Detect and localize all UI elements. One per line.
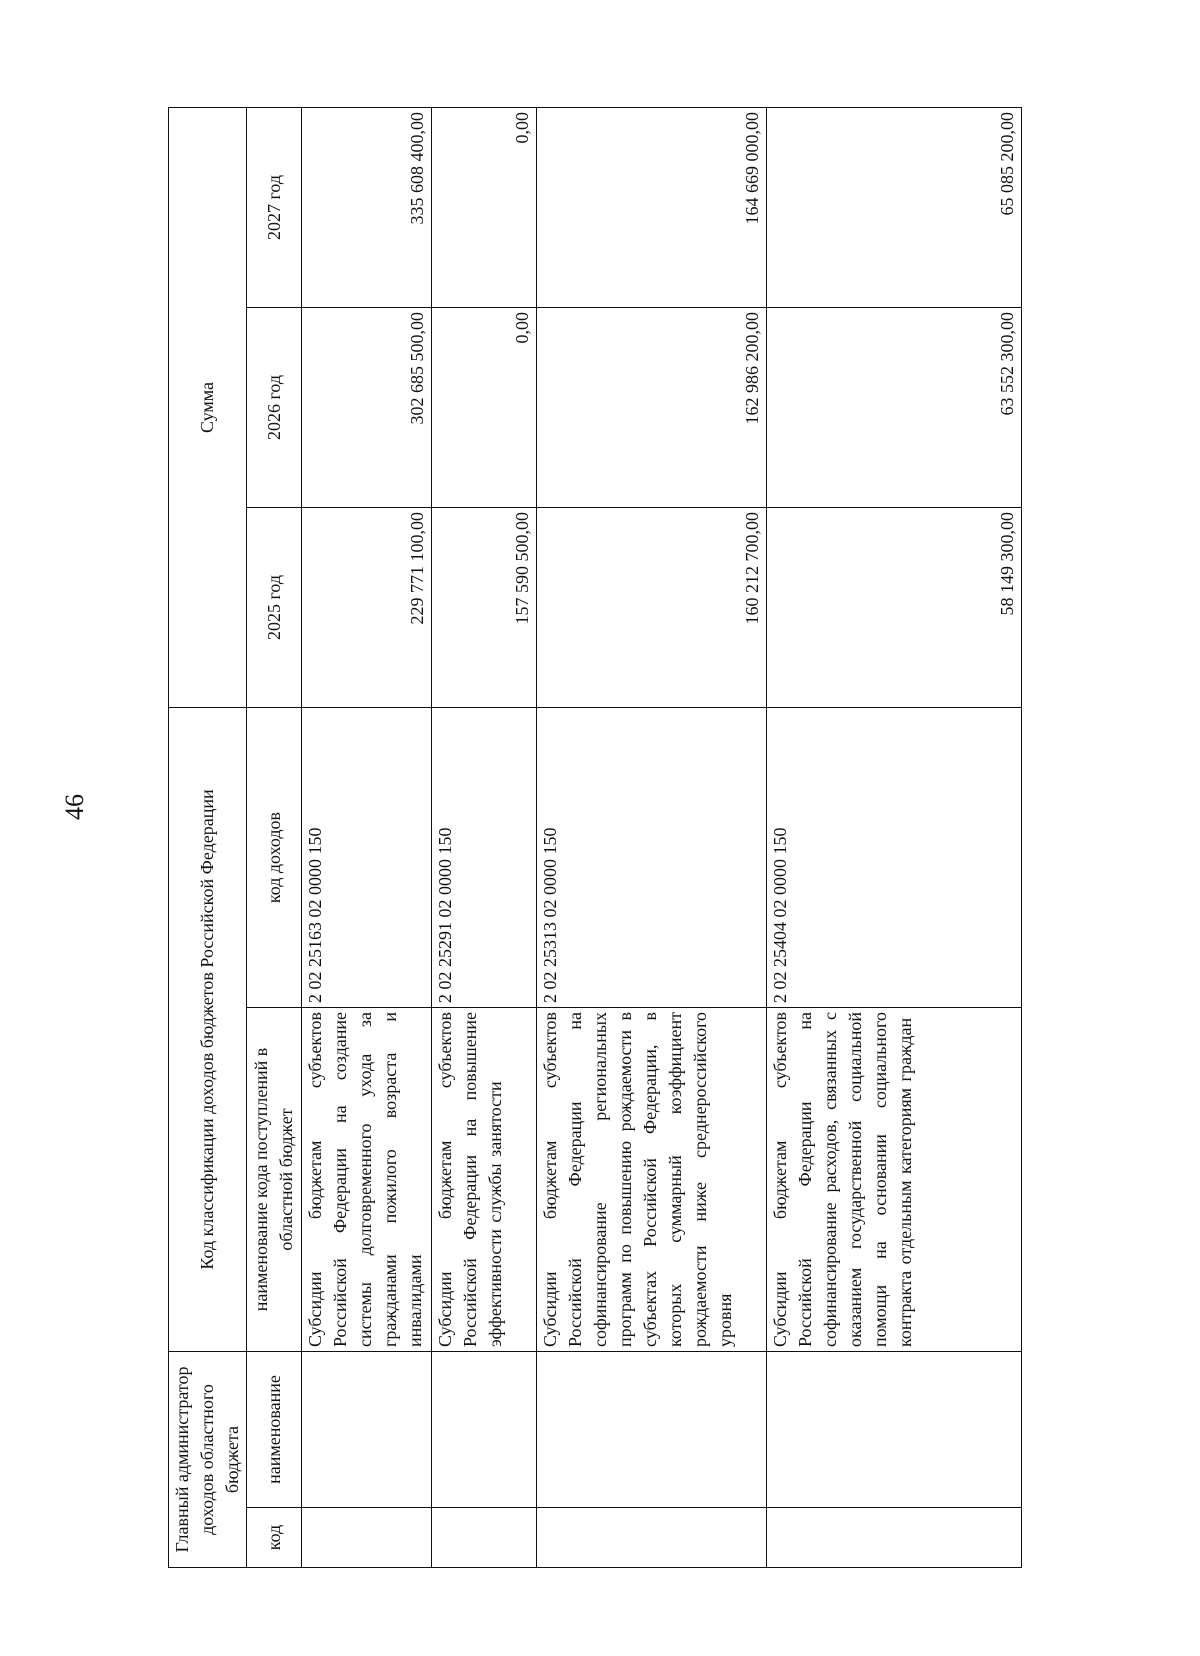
- income-name-cell: Субсидии бюджетам субъектов Российской Федерации на создание системы долговременного ухода за гражданами пожилого возраста и инвалидами: [302, 1008, 432, 1352]
- income-code-cell: 2 02 25163 02 0000 150: [302, 708, 432, 1008]
- amount-2027-cell: 335 608 400,00: [302, 107, 432, 307]
- table-row: [302, 107, 432, 1567]
- header-admin-group: Главный администратор доходов областного бюджета: [169, 1352, 247, 1568]
- admin-name-cell: [537, 1352, 767, 1508]
- header-classification-group: Код классификации доходов бюджетов Российской Федерации: [169, 708, 247, 1352]
- income-code-cell: 2 02 25313 02 0000 150: [537, 708, 767, 1008]
- admin-name-cell: [432, 1352, 537, 1508]
- amount-2025-cell: 157 590 500,00: [432, 508, 537, 708]
- table-row: [537, 107, 767, 1567]
- income-code-cell: 2 02 25291 02 0000 150: [432, 708, 537, 1008]
- admin-code-cell: [767, 1508, 1022, 1568]
- amount-2026-cell: 162 986 200,00: [537, 308, 767, 508]
- header-col-income-name: наименование кода поступлений в областной бюджет: [247, 1008, 302, 1352]
- header-col-2026: 2026 год: [247, 308, 302, 508]
- budget-income-table: [168, 107, 1022, 1568]
- admin-name-cell: [767, 1352, 1022, 1508]
- header-col-2027: 2027 год: [247, 107, 302, 307]
- admin-name-cell: [302, 1352, 432, 1508]
- amount-2025-cell: 160 212 700,00: [537, 508, 767, 708]
- admin-code-cell: [432, 1508, 537, 1568]
- header-col-code: код: [247, 1508, 302, 1568]
- income-name-cell: Субсидии бюджетам субъектов Российской Федерации на повышение эффективности службы занятости: [432, 1008, 537, 1352]
- admin-code-cell: [302, 1508, 432, 1568]
- income-code-cell: 2 02 25404 02 0000 150: [767, 708, 1022, 1008]
- amount-2025-cell: 58 149 300,00: [767, 508, 1022, 708]
- income-name-cell: Субсидии бюджетам субъектов Российской Федерации на софинансирование региональных программ по повышению рождаемости в субъектах Российской Федерации, в которых суммарный коэффициент рождаемости ниже среднероссийского уровня: [537, 1008, 767, 1352]
- rotated-table-container: [168, 108, 1017, 1568]
- amount-2027-cell: 0,00: [432, 107, 537, 307]
- amount-2026-cell: 0,00: [432, 308, 537, 508]
- table-row: [767, 107, 1022, 1567]
- amount-2027-cell: 65 085 200,00: [767, 107, 1022, 307]
- header-sum-group: Сумма: [169, 107, 247, 707]
- amount-2026-cell: 302 685 500,00: [302, 308, 432, 508]
- amount-2026-cell: 63 552 300,00: [767, 308, 1022, 508]
- admin-code-cell: [537, 1508, 767, 1568]
- table-row: [432, 107, 537, 1567]
- amount-2027-cell: 164 669 000,00: [537, 107, 767, 307]
- header-col-income-code: код доходов: [247, 708, 302, 1008]
- page-number: 46: [60, 794, 89, 820]
- income-name-cell: Субсидии бюджетам субъектов Российской Федерации на софинансирование расходов, связанных с оказанием государственной социальной помощи на основании социального контракта отдельным категориям граждан: [767, 1008, 1022, 1352]
- amount-2025-cell: 229 771 100,00: [302, 508, 432, 708]
- header-col-2025: 2025 год: [247, 508, 302, 708]
- header-col-name: наименование: [247, 1352, 302, 1508]
